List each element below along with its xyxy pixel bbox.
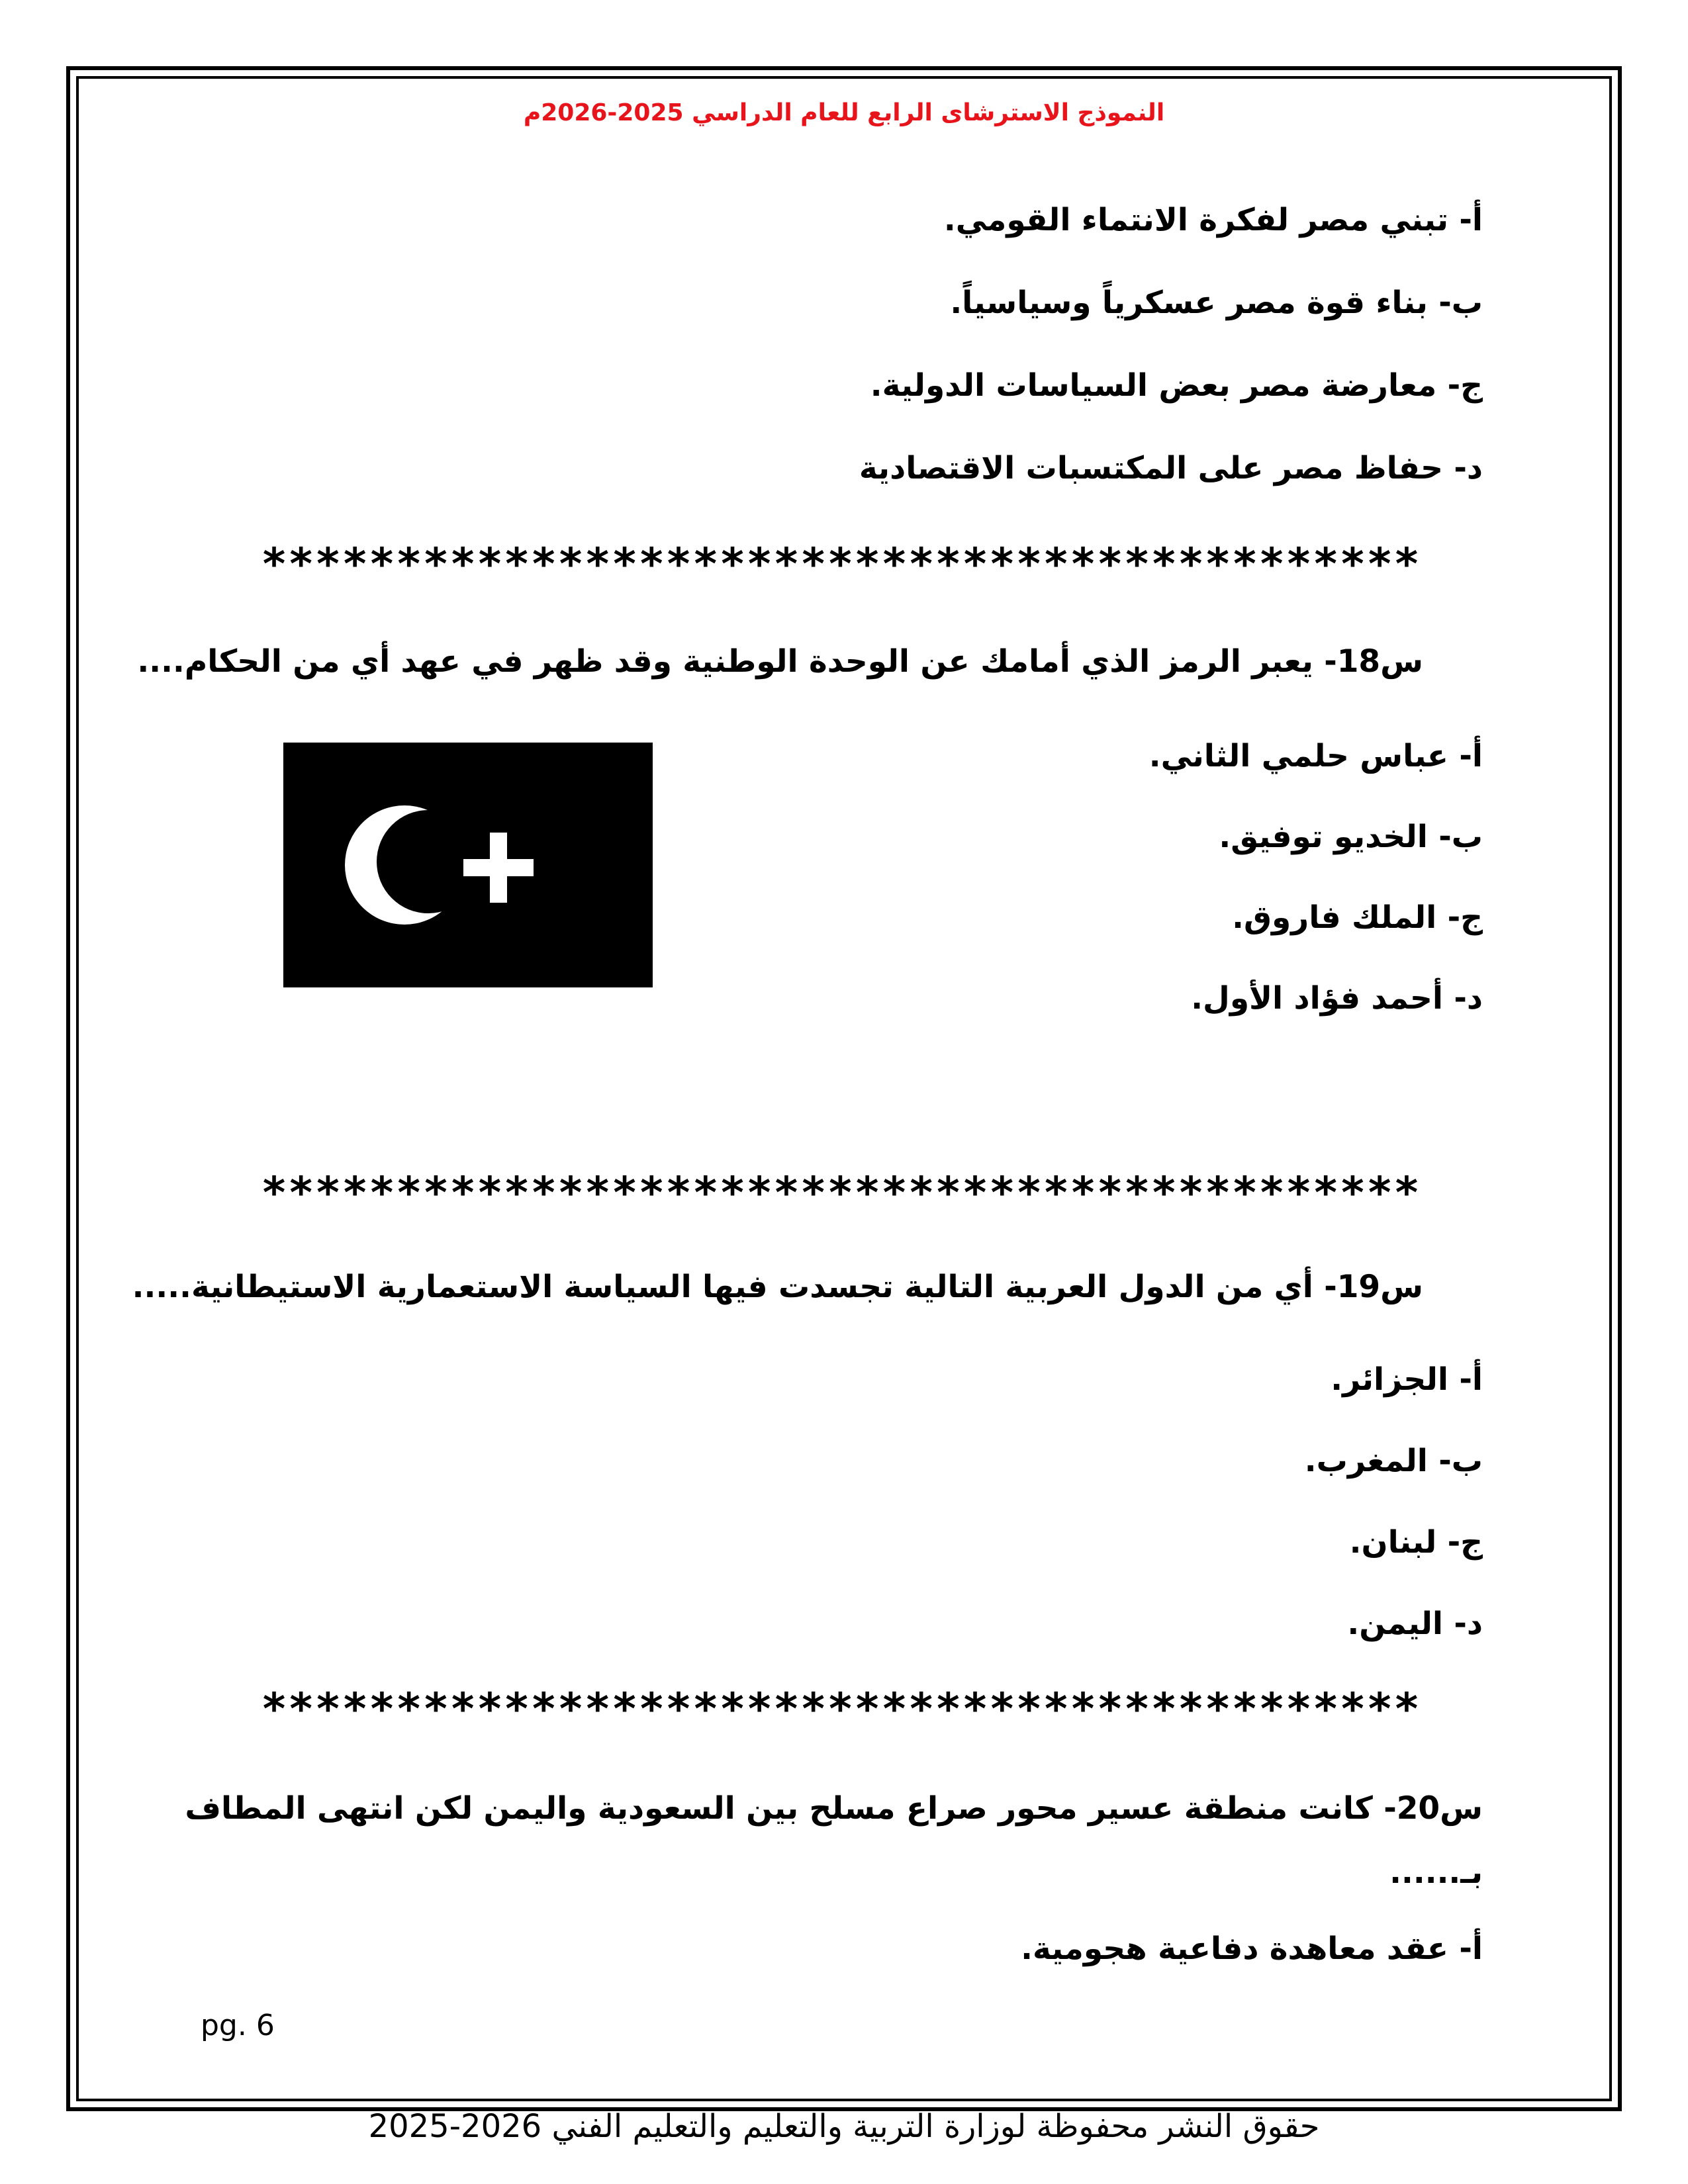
q20-option-a: أ- عقد معاهدة دفاعية هجومية. <box>1021 1931 1483 1967</box>
q19-option-a: أ- الجزائر. <box>1331 1361 1483 1398</box>
page-number: pg. 6 <box>201 2009 275 2042</box>
crescent-cross-flag-image <box>283 743 653 987</box>
q19-option-d: د- اليمن. <box>1347 1606 1483 1642</box>
q19-option-c: ج- لبنان. <box>1349 1524 1483 1561</box>
q17-option-d: د- حفاظ مصر على المكتسبات الاقتصادية <box>859 450 1483 486</box>
q18-question: س18- يعبر الرمز الذي أمامك عن الوحدة الوطنية وقد ظهر في عهد أي من الحكام.... <box>137 643 1423 680</box>
q18-option-b: ب- الخديو توفيق. <box>1219 819 1483 855</box>
crescent-cross-icon <box>283 743 653 987</box>
q18-option-d: د- أحمد فؤاد الأول. <box>1191 980 1483 1017</box>
q17-option-a: أ- تبني مصر لفكرة الانتماء القومي. <box>943 202 1483 238</box>
separator: ******************************************* <box>261 543 1421 586</box>
q17-option-c: ج- معارضة مصر بعض السياسات الدولية. <box>870 367 1483 404</box>
q20-question-line2: بـ...... <box>1389 1854 1483 1891</box>
header-title: النموذج الاسترشاى الرابع للعام الدراسي 2025-2026م <box>523 99 1165 126</box>
separator: ******************************************* <box>261 1688 1421 1731</box>
q19-question: س19- أي من الدول العربية التالية تجسدت فيها السياسة الاستعمارية الاستيطانية..... <box>132 1269 1423 1305</box>
q18-option-c: ج- الملك فاروق. <box>1232 899 1483 936</box>
q19-option-b: ب- المغرب. <box>1304 1443 1483 1479</box>
q20-question-line1: س20- كانت منطقة عسير محور صراع مسلح بين السعودية واليمن لكن انتهى المطاف <box>185 1790 1483 1827</box>
separator: ******************************************* <box>261 1171 1421 1215</box>
q18-option-a: أ- عباس حلمي الثاني. <box>1149 738 1483 774</box>
copyright-footer: حقوق النشر محفوظة لوزارة التربية والتعليم والتعليم الفني 2026-2025 <box>368 2108 1320 2145</box>
q17-option-b: ب- بناء قوة مصر عسكرياً وسياسياً. <box>950 285 1483 321</box>
